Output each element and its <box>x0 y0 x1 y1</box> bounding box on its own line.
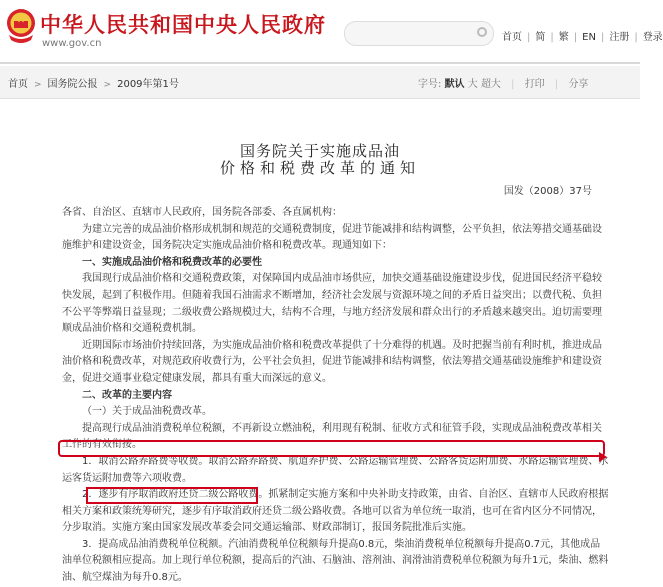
font-size-xlarge[interactable]: 超大 <box>480 79 501 90</box>
body-paragraph: 2．逐步有序取消政府还贷二级公路收费。抓紧制定实施方案和中央补助支持政策，由省、自治区、直辖市人民政府根据相关方案和政策统筹研究，逐步有序取消政府还贷二级公路收费。各地可以省为单位统一取消，也可在省内区分不同情况，分步取消。实施方案由国家发展改革委会同交通运输部、财政部制订，报国务院批准后实施。 <box>62 489 609 534</box>
national-emblem-icon[interactable] <box>4 7 38 45</box>
highlight-annotation-box <box>86 487 258 504</box>
body-paragraph: 近期国际市场油价持续回落，为实施成品油价格和税费改革提供了十分难得的机遇。及时把握当前有利时机，推进成品油价格和税费改革，对规范政府收费行为，公平社会负担，促进节能减排和结构调整，依法筹措交通基础设施维护和建设资金，促进交通事业稳定健康发展，都具有重大而深远的意义。 <box>62 339 602 384</box>
font-size-large[interactable]: 大 <box>467 79 478 90</box>
page-tools: 字号: 默认 大 超大 | 打印 | 分享 <box>418 79 589 90</box>
document-number: 国发（2008）37号 <box>503 186 592 197</box>
nav-link-login[interactable]: 登录 <box>642 32 663 43</box>
body-paragraph: 提高现行成品油消费税单位税额，不再新设立燃油税，利用现有税制、征收方式和征管手段，实现成品油税费改革相关工作的有效衔接。 <box>62 422 602 451</box>
highlight-annotation-box <box>58 440 605 457</box>
breadcrumb-bar <box>0 66 640 99</box>
site-url: www.gov.cn <box>42 38 102 49</box>
section-heading: 一、实施成品油价格和税费改革的必要性 <box>82 256 262 268</box>
chevron-right-icon: > <box>34 80 42 90</box>
nav-link-english[interactable]: EN <box>582 32 596 43</box>
nav-link-home[interactable]: 首页 <box>502 32 522 43</box>
intro-paragraph: 为建立完善的成品油价格形成机制和规范的交通税费制度，促进节能减排和结构调整，公平负担，依法筹措交通基础设施维护和建设资金，国务院决定实施成品油价格和税费改革。现通知如下： <box>62 223 602 252</box>
font-size-label: 字号: <box>418 79 442 90</box>
breadcrumb-item-gazette[interactable]: 国务院公报 <box>47 79 98 90</box>
document-title-line-2: 价格和税费改革的通知 <box>219 159 420 177</box>
font-size-default[interactable]: 默认 <box>444 79 465 90</box>
annotation-arrow-icon <box>599 452 607 462</box>
top-nav-links: 首页 | 简 | 繁 | EN | 注册 | 登录 <box>502 32 663 43</box>
body-paragraph: 1．取消公路养路费等收费。取消公路养路费、航道养护费、公路运输管理费、公路客货运附加费、水路运输管理费、水运客货运附加费等六项收费。 <box>62 455 609 484</box>
body-paragraph: （一）关于成品油税费改革。 <box>82 406 212 418</box>
document-title-line-1: 国务院关于实施成品油 <box>239 142 400 160</box>
site-title[interactable]: 中华人民共和国中央人民政府 <box>40 13 326 37</box>
nav-link-traditional[interactable]: 繁 <box>558 32 569 43</box>
print-button[interactable]: 打印 <box>524 79 545 90</box>
search-icon[interactable] <box>477 27 487 37</box>
nav-link-simplified[interactable]: 简 <box>535 32 546 43</box>
chevron-right-icon: > <box>103 80 112 90</box>
site-header <box>0 0 663 62</box>
salutation: 各省、自治区、直辖市人民政府，国务院各部委、各直属机构： <box>62 207 342 218</box>
nav-link-register[interactable]: 注册 <box>609 32 630 43</box>
header-divider <box>0 62 640 64</box>
search-input[interactable] <box>344 21 494 46</box>
section-heading: 二、改革的主要内容 <box>82 389 172 401</box>
breadcrumb-item-home[interactable]: 首页 <box>8 79 28 90</box>
breadcrumb <box>8 75 179 90</box>
body-paragraph: 3．提高成品油消费税单位税额。汽油消费税单位税额每升提高0.8元，柴油消费税单位税额每升提高0.7元，其他成品油单位税额相应提高。加上现行单位税额，提高后的汽油、石脑油、溶剂油、润滑油消费税单位税额为每升1元，柴油、燃料油、航空煤油为每升0.8元。 <box>62 538 609 584</box>
share-button[interactable]: 分享 <box>568 79 589 90</box>
breadcrumb-item-issue[interactable]: 2009年第1号 <box>117 79 179 90</box>
document-body <box>62 205 610 587</box>
body-paragraph: 我国现行成品油价格和交通税费政策，对保障国内成品油市场供应，加快交通基础设施建设步伐，促进国民经济平稳较快发展，起到了积极作用。但随着我国石油需求不断增加，经济社会发展与资源环境之间的矛盾日益突出；以费代税、负担不公平等弊端日益显现；二级收费公路规模过大，结构不合理，与地方经济发展和群众出行的矛盾越来越突出。迫切需要理顺成品油价格和交通税费机制。 <box>62 273 602 335</box>
